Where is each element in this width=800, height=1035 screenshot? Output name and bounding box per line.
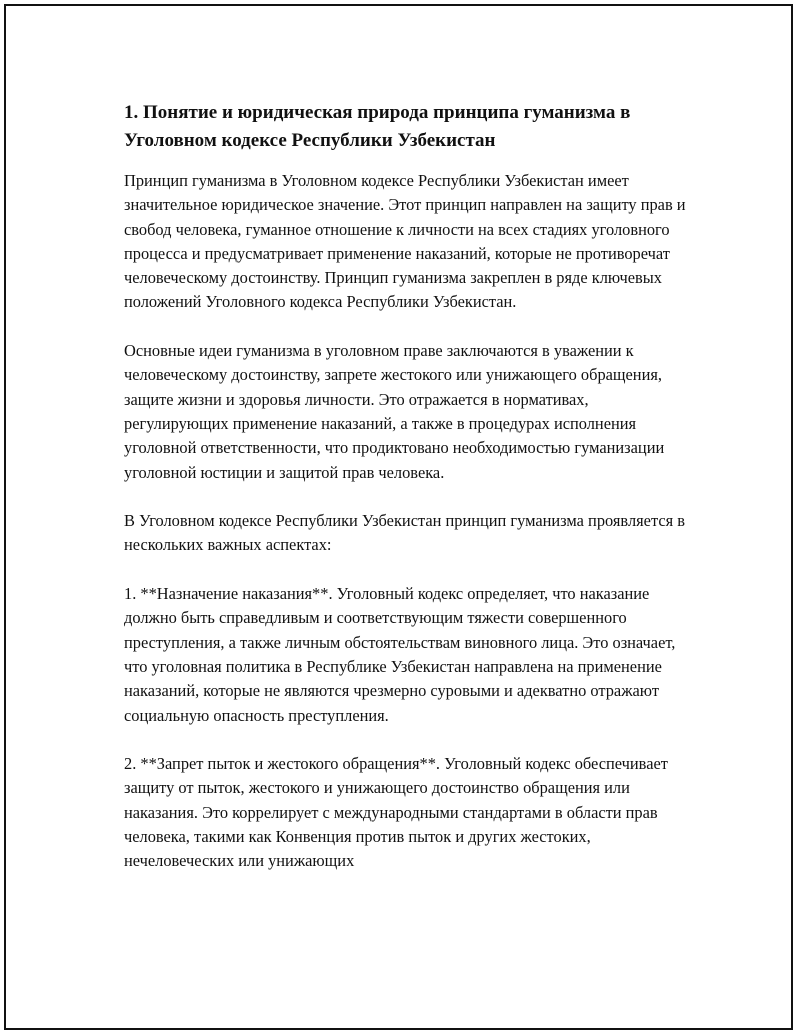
- document-title: 1. Понятие и юридическая природа принципа гуманизма в Уголовном кодексе Республики Узбекистан: [124, 102, 631, 151]
- page: [4, 4, 793, 1030]
- paragraph-aspects-intro: В Уголовном кодексе Республики Узбекистан принцип гуманизма проявляется в нескольких важных аспектах:: [124, 511, 685, 555]
- paragraph-aspect-1: 1. **Назначение наказания**. Уголовный кодекс определяет, что наказание должно быть справедливым и соответствующим тяжести совершенного преступления, а также личным обстоятельствам виновного лица. Это означает, что уголовная политика в Республике Узбекистан направлена на применение наказаний, которые не являются чрезмерно суровыми и адекватно отражают социальную опасность преступления.: [124, 584, 676, 725]
- paragraph-intro: Принцип гуманизма в Уголовном кодексе Республики Узбекистан имеет значительное юридическое значение. Этот принцип направлен на защиту прав и свобод человека, гуманное отношение к личности на всех стадиях уголовного процесса и предусматривает применение наказаний, которые не противоречат человеческому достоинству. Принцип гуманизма закреплен в ряде ключевых положений Уголовного кодекса Республики Узбекистан.: [124, 171, 686, 312]
- paragraph-aspect-2: 2. **Запрет пыток и жестокого обращения**. Уголовный кодекс обеспечивает защиту от пыток, жестокого и унижающего достоинство обращения или наказания. Это коррелирует с международными стандартами в области прав человека, такими как Конвенция против пыток и других жестоких, нечеловеческих или унижающих: [124, 754, 668, 871]
- document-body: [124, 99, 694, 898]
- paragraph-main-ideas: Основные идеи гуманизма в уголовном праве заключаются в уважении к человеческому достоинству, запрете жестокого или унижающего обращения, защите жизни и здоровья личности. Это отражается в нормативах, регулирующих применение наказаний, а также в процедурах исполнения уголовной ответственности, что продиктовано необходимостью гуманизации уголовной юстиции и защитой прав человека.: [124, 341, 665, 482]
